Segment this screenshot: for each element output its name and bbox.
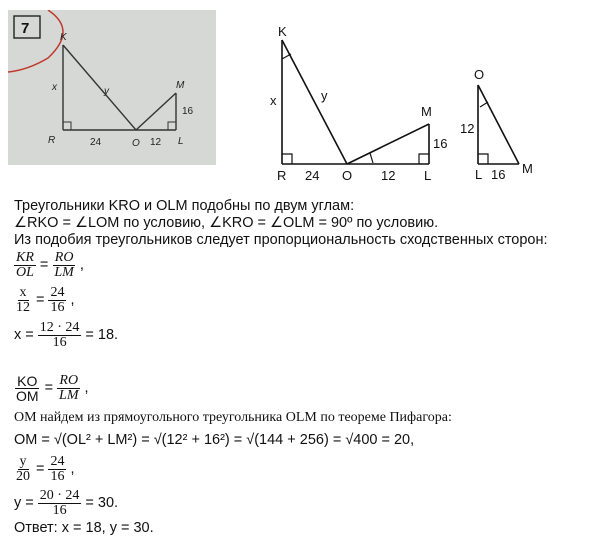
d2-label-O: O <box>474 67 485 82</box>
frac-ko: KO <box>17 373 38 389</box>
x-result: = 18. <box>85 327 119 343</box>
frac-16: 16 <box>50 300 65 315</box>
frac-20: 20 <box>16 469 30 484</box>
proportion-kr-ol: $\frac{KR}{OL}$ = $\frac{RO}{LM}$ , <box>16 250 84 280</box>
frac-24: 24 <box>50 285 65 300</box>
y-lhs: y = <box>14 495 34 511</box>
problem-number: 7 <box>21 20 30 37</box>
frac-20-24: 20 · 24 <box>39 488 80 503</box>
frac-y: y <box>19 454 27 469</box>
frac-16: 16 <box>52 503 67 518</box>
om-calculation: OM = √(OL² + LM²) = √(12² + 16²) = √(144 + 256) = √400 = 20, <box>14 432 415 448</box>
comma: , <box>70 461 75 477</box>
comma: , <box>84 380 89 396</box>
d1-label-R: R <box>277 168 287 183</box>
d1-label-L: L <box>424 168 432 183</box>
answer: Ответ: x = 18, y = 30. <box>14 520 154 536</box>
frac-12-24: 12 · 24 <box>39 320 80 335</box>
frac-lm: LM <box>59 388 79 403</box>
photo-label-24: 24 <box>90 137 102 148</box>
textbook-photo <box>8 10 216 165</box>
om-pythagoras-line: OM найдем из прямоугольного треугольника OLM по теореме Пифагора: <box>14 410 452 425</box>
photo-label-12: 12 <box>150 137 162 148</box>
frac-ol: OL <box>16 265 34 280</box>
frac-lm: LM <box>54 265 74 280</box>
d1-label-y: y <box>321 88 328 103</box>
solution-line-2: ∠RKO = ∠LOM по условию, ∠KRO = ∠OLM = 90º по условию. <box>14 215 439 231</box>
d1-label-x: x <box>270 93 277 108</box>
comma: , <box>79 257 84 273</box>
textbook-figure <box>8 10 216 165</box>
proportion-ko-om: $\frac{KO}{OM}$ = $\frac{RO}{LM}$ , <box>16 373 89 404</box>
proportion-x-12: $\frac{x}{12}$ = $\frac{24}{16}$ , <box>16 285 75 315</box>
d1-label-O: O <box>342 168 353 183</box>
frac-ro: RO <box>59 373 79 388</box>
y-result: = 30. <box>85 495 119 511</box>
d1-label-M: M <box>421 104 432 119</box>
photo-label-M: M <box>176 80 185 91</box>
frac-16: 16 <box>52 335 67 350</box>
photo-label-O: O <box>132 138 140 149</box>
solution-line-1: Треугольники KRO и OLM подобны по двум углам: <box>14 198 355 214</box>
d1-label-24: 24 <box>305 168 320 183</box>
photo-label-y: y <box>104 86 109 97</box>
d2-label-M: M <box>522 161 533 176</box>
photo-label-16: 16 <box>182 106 194 117</box>
frac-kr: KR <box>16 250 34 265</box>
d1-label-12: 12 <box>381 168 396 183</box>
diagram-triangle-olm <box>455 65 545 185</box>
d2-label-16: 16 <box>491 167 506 182</box>
x-lhs: x = <box>14 327 34 343</box>
photo-label-R: R <box>48 135 56 146</box>
frac-12: 12 <box>16 300 30 315</box>
solution-line-3: Из подобия треугольников следует пропорциональность сходственных сторон: <box>14 232 548 248</box>
comma: , <box>70 292 75 308</box>
frac-24: 24 <box>50 454 65 469</box>
diagram-two-triangles <box>265 20 450 185</box>
equation-y <box>14 489 118 518</box>
equation-x <box>14 321 118 350</box>
photo-label-L: L <box>178 136 184 147</box>
frac-16: 16 <box>50 469 65 484</box>
d1-label-16: 16 <box>433 136 448 151</box>
d1-label-K: K <box>278 24 287 39</box>
d2-label-L: L <box>475 167 483 182</box>
frac-x: x <box>19 285 27 300</box>
frac-ro: RO <box>54 250 74 265</box>
photo-label-x: x <box>52 82 57 93</box>
d2-label-12: 12 <box>460 121 475 136</box>
frac-om: OM <box>16 388 39 404</box>
photo-label-K: K <box>60 32 67 43</box>
proportion-y-20: $\frac{y}{20}$ = $\frac{24}{16}$ , <box>16 454 75 484</box>
